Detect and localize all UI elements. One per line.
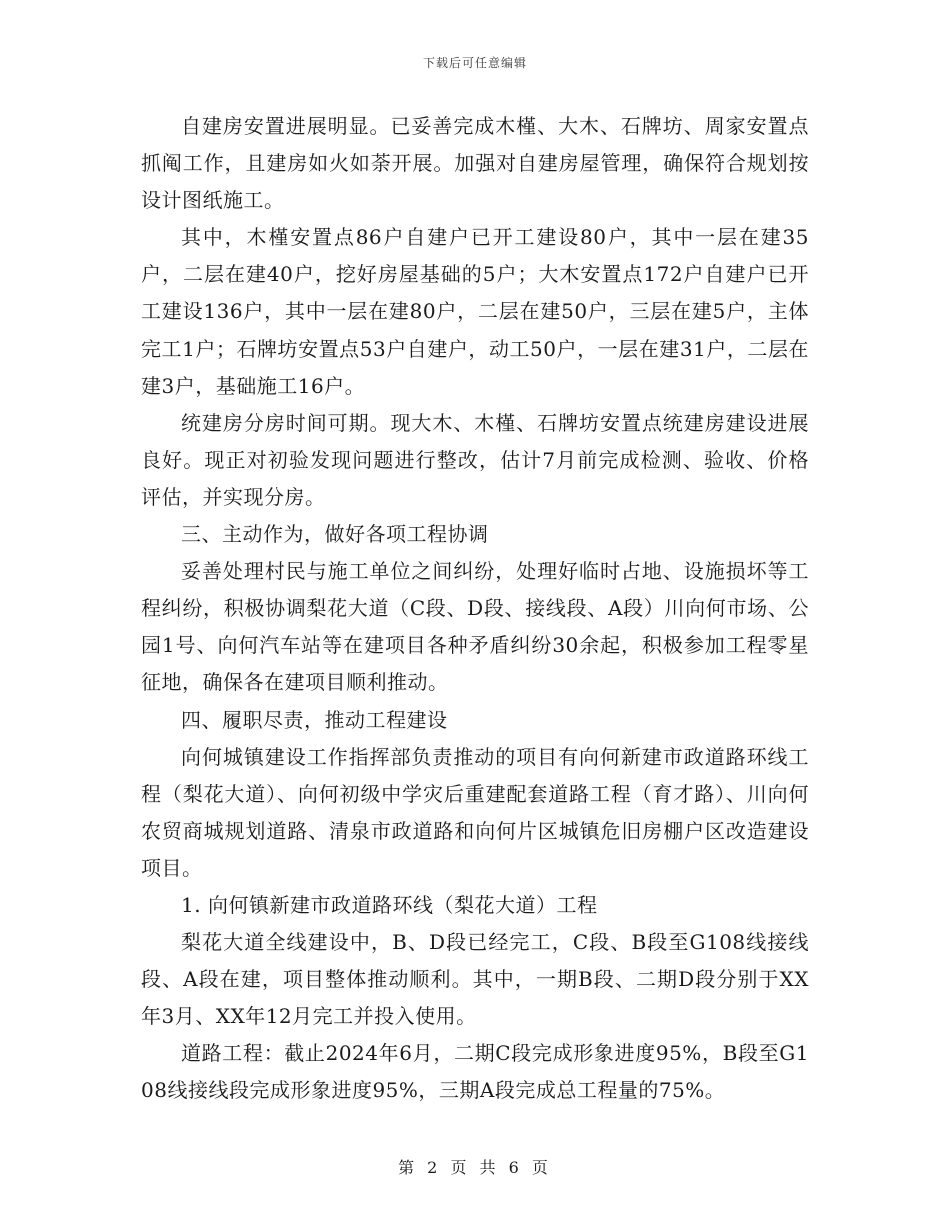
subsection-heading-1: 1. 向何镇新建市政道路环线（梨花大道）工程 bbox=[181, 892, 598, 917]
paragraph-self-built-housing: 自建房安置进展明显。已妥善完成木槿、大木、石牌坊、周家安置点抓阄工作，且建房如火如荼开展。加强对自建房屋管理，确保符合规划按设计图纸施工。 bbox=[141, 114, 809, 213]
section-heading-4: 四、履职尽责，推动工程建设 bbox=[181, 707, 448, 732]
document-body bbox=[141, 108, 809, 1110]
paragraph-household-stats: 其中，木槿安置点86户自建户已开工建设80户，其中一层在建35户，二层在建40户，挖好房屋基础的5户；大木安置点172户自建户已开工建设136户，其中一层在建80户，二层在建50户，三层在建5户，主体完工1户；石牌坊安置点53户自建户，动工50户，一层在建31户，二层在建3户，基础施工16户。 bbox=[141, 225, 809, 398]
section-heading-3: 三、主动作为，做好各项工程协调 bbox=[181, 522, 489, 547]
paragraph-dispute-coordination: 妥善处理村民与施工单位之间纠纷，处理好临时占地、设施损坏等工程纠纷，积极协调梨花大道（C段、D段、接线段、A段）川向何市场、公园1号、向何汽车站等在建项目各种矛盾纠纷30余起，积极参加工程零星征地，确保各在建项目顺利推动。 bbox=[141, 559, 809, 695]
page-header: 下载后可任意编辑 bbox=[422, 56, 527, 70]
paragraph-unified-housing: 统建房分房时间可期。现大木、木槿、石牌坊安置点统建房建设进展良好。现正对初验发现问题进行整改，估计7月前完成检测、验收、价格评估，并实现分房。 bbox=[141, 410, 809, 509]
paragraph-projects-overview: 向何城镇建设工作指挥部负责推动的项目有向何新建市政道路环线工程（梨花大道）、向何初级中学灾后重建配套道路工程（育才路）、川向何农贸商城规划道路、清泉市政道路和向何片区城镇危旧房棚户区改造建设项目。 bbox=[141, 744, 809, 880]
paragraph-lihua-avenue: 梨花大道全线建设中，B、D段已经完工，C段、B段至G108线接线段、A段在建，项目整体推动顺利。其中，一期B段、二期D段分别于XX年3月、XX年12月完工并投入使用。 bbox=[141, 930, 809, 1029]
page-number: 第 2 页 共 6 页 bbox=[398, 1158, 552, 1177]
paragraph-road-progress: 道路工程：截止2024年6月，二期C段完成形象进度95%，B段至G108线接线段完成形象进度95%，三期A段完成总工程量的75%。 bbox=[141, 1041, 809, 1103]
